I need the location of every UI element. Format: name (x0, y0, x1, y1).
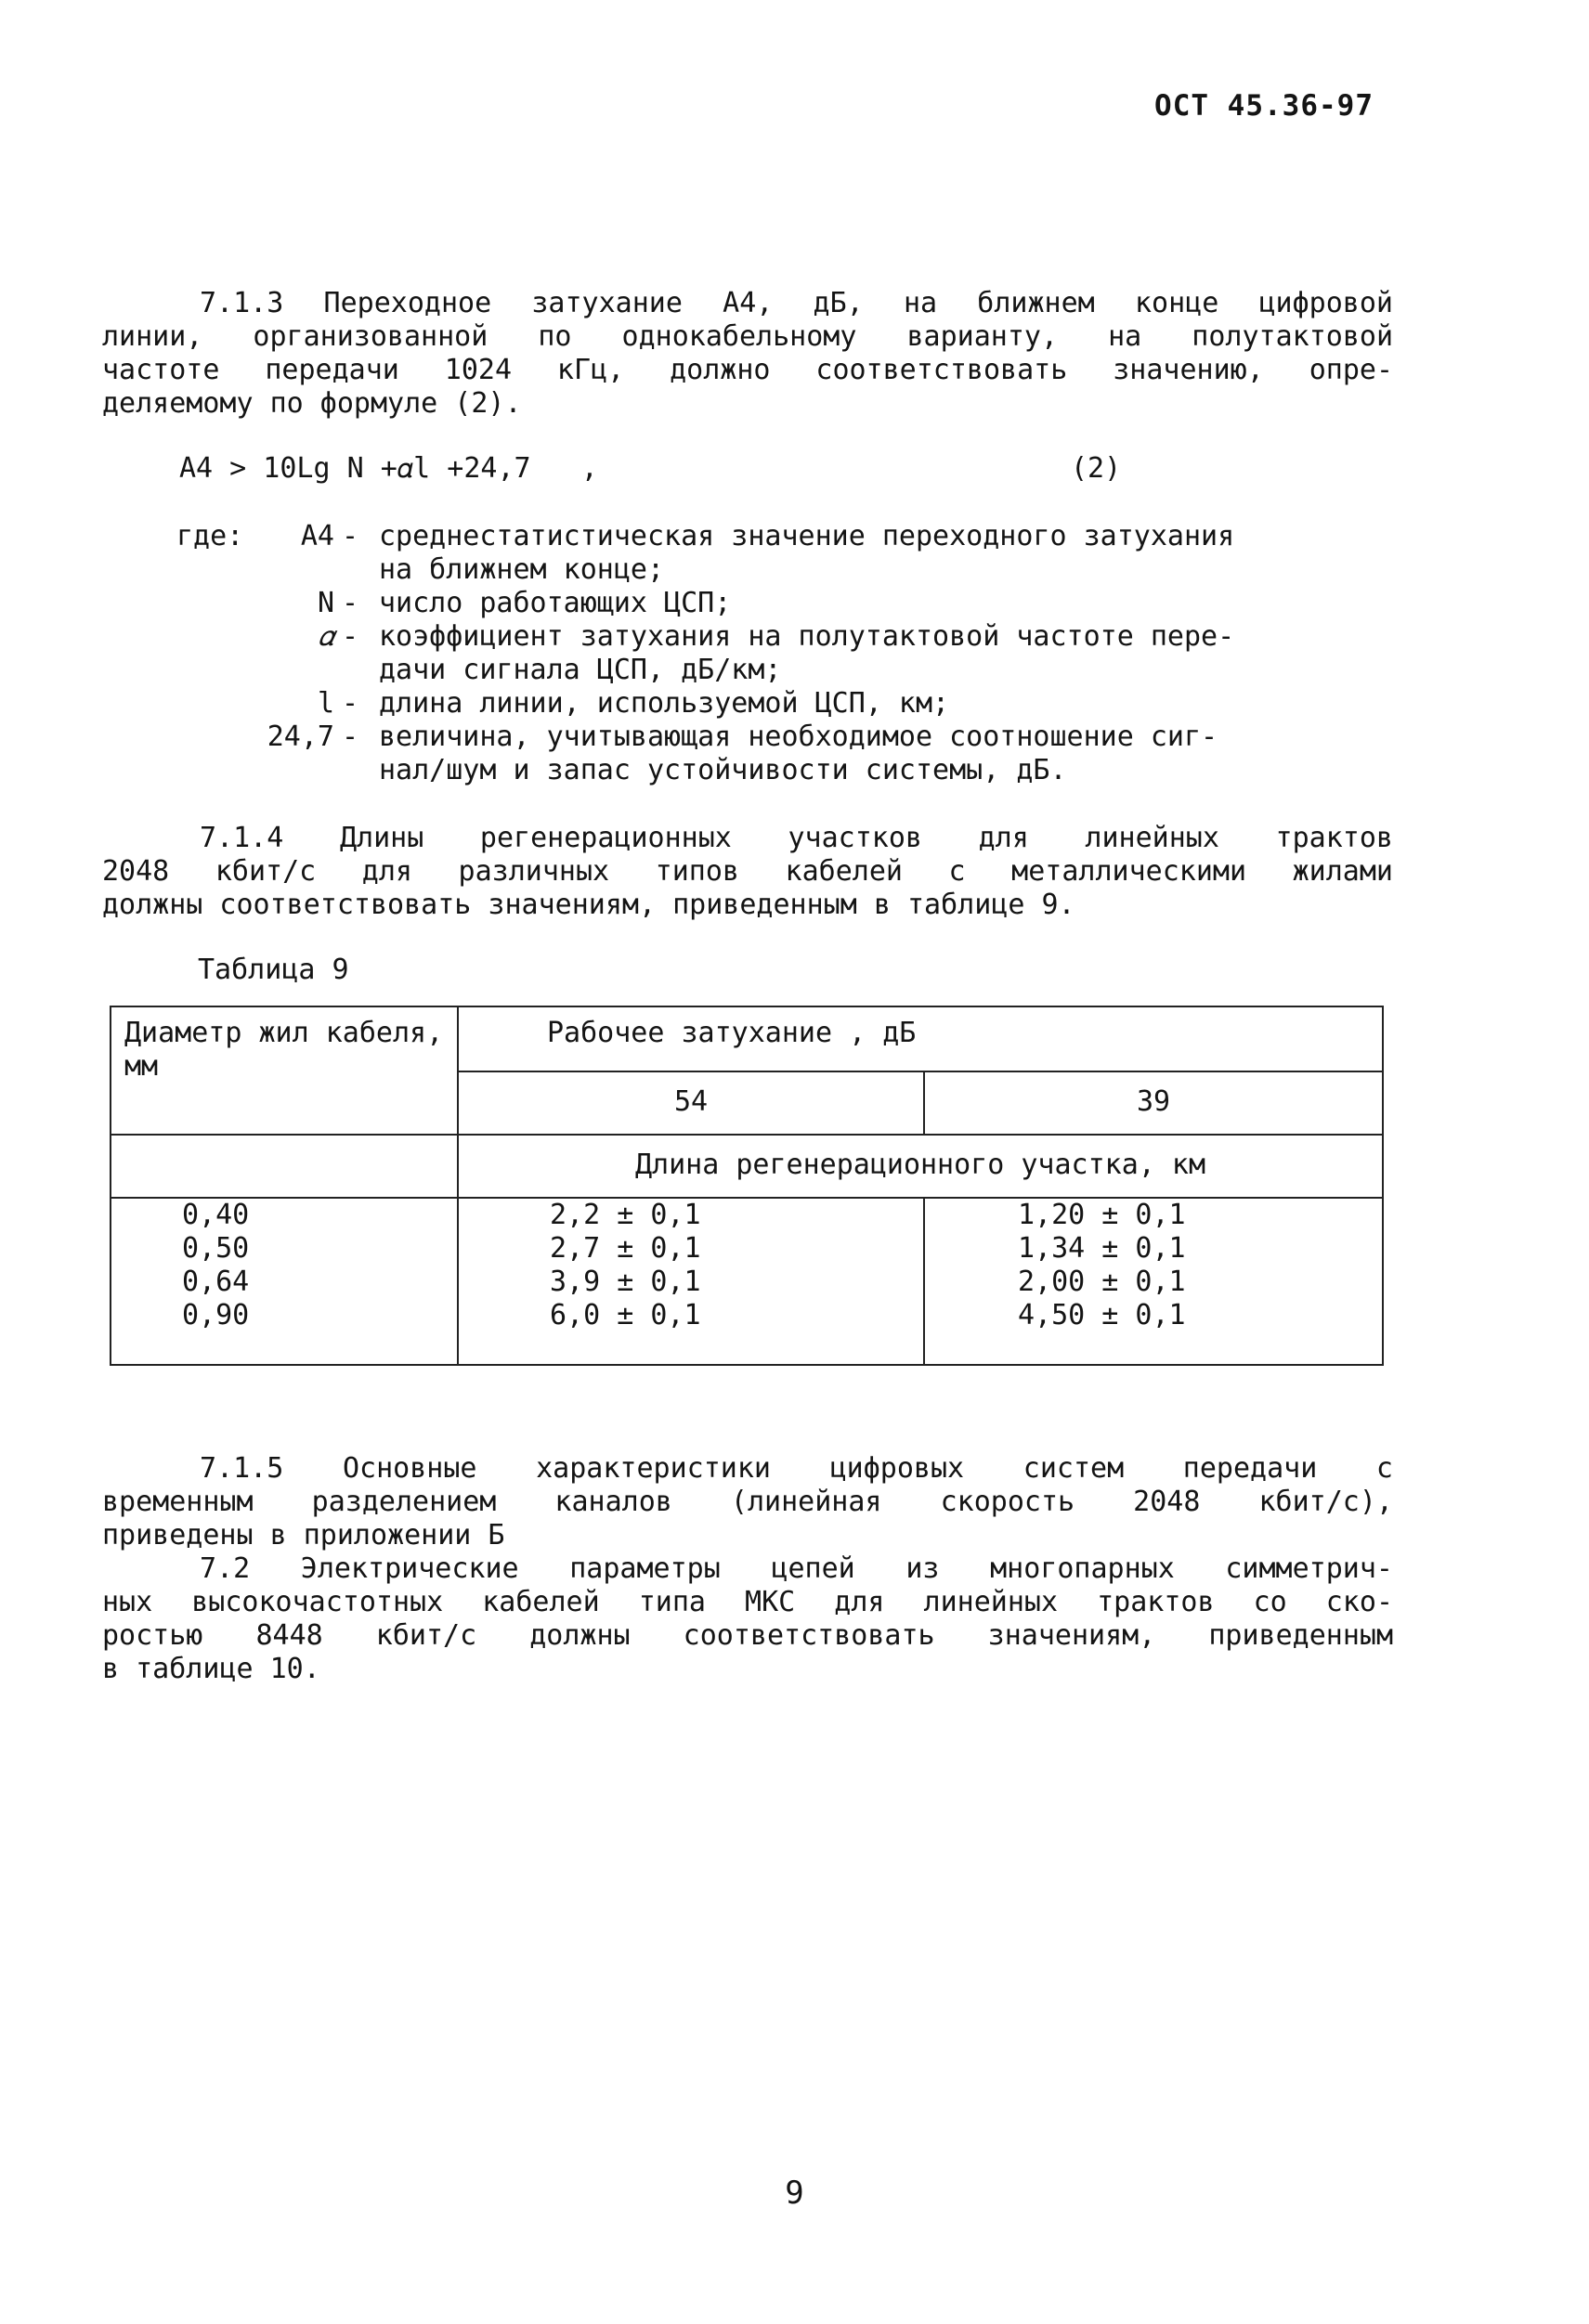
definitions-list (176, 520, 1393, 787)
column-header-attenuation: Рабочее затухание , дБ (458, 1006, 1383, 1071)
table-cell: 0,90 (182, 1299, 250, 1331)
page-number: 9 (785, 2175, 804, 2212)
paragraph-line: частоте передачи 1024 кГц, должно соответствовать значению, опре- (102, 354, 1393, 386)
definition-symbol: N (317, 587, 334, 619)
paragraph-line: деляемому по формуле (2). (102, 387, 522, 420)
document-code: ОСТ 45.36-97 (1154, 89, 1374, 123)
paragraph-line: 7.1.3 Переходное затухание А4, дБ, на ближнем конце цифровой (200, 287, 1393, 319)
table-cell: 2,2 ± 0,1 (550, 1199, 701, 1231)
definition-dash: - (342, 520, 359, 552)
definition-text: число работающих ЦСП; (379, 587, 732, 619)
table-cell: 3,9 ± 0,1 (550, 1266, 701, 1298)
paragraph-line: 7.1.4 Длины регенерационных участков для линейных трактов (200, 822, 1393, 854)
table-cell: 1,20 ± 0,1 (1018, 1199, 1186, 1231)
formula-2 (179, 452, 1201, 486)
definition-symbol: 24,7 (267, 721, 334, 753)
diameter-values (111, 1198, 458, 1365)
definition-text-cont: на ближнем конце; (379, 553, 665, 586)
paragraph-line: приведены в приложении Б (102, 1519, 505, 1551)
paragraph-line: в таблице 10. (102, 1653, 320, 1685)
section-7-1-3 (102, 287, 1393, 421)
table-cell: 2,00 ± 0,1 (1018, 1266, 1186, 1298)
definition-text-cont: нал/шум и запас устойчивости системы, дБ. (379, 754, 1067, 786)
table-caption: Таблица 9 (198, 954, 349, 986)
table-cell: 0,40 (182, 1199, 250, 1231)
table-cell: 1,34 ± 0,1 (1018, 1232, 1186, 1265)
paragraph-line: 2048 кбит/с для различных типов кабелей с металлическими жилами (102, 855, 1393, 888)
section-7-1-4 (102, 822, 1393, 922)
length-values-39 (924, 1198, 1383, 1365)
definition-text: длина линии, используемой ЦСП, км; (379, 687, 950, 720)
formula-expression: А4 > 10Lg N +𝛼l +24,7 , (179, 452, 598, 485)
paragraph-line: ных высокочастотных кабелей типа МКС для линейных трактов со ско- (102, 1586, 1393, 1618)
definition-dash: - (342, 620, 359, 653)
table-cell: 4,50 ± 0,1 (1018, 1299, 1186, 1331)
formula-number: (2) (1071, 452, 1122, 485)
definition-dash: - (342, 721, 359, 753)
definition-text: коэффициент затухания на полутактовой частоте пере- (379, 620, 1235, 653)
empty-cell (111, 1135, 458, 1198)
definition-symbol: А4 (300, 520, 334, 552)
paragraph-line: временным разделением каналов (линейная скорость 2048 кбит/с), (102, 1486, 1393, 1518)
definition-text-cont: дачи сигнала ЦСП, дБ/км; (379, 654, 782, 686)
length-values-54 (458, 1198, 924, 1365)
sub-header-39: 39 (924, 1071, 1383, 1135)
table-cell: 6,0 ± 0,1 (550, 1299, 701, 1331)
table-9 (110, 1006, 1384, 1366)
definition-item (176, 587, 1393, 620)
column-header-length: Длина регенерационного участка, км (458, 1135, 1383, 1198)
paragraph-line: должны соответствовать значениям, приведенным в таблице 9. (102, 889, 1075, 921)
section-7-2 (102, 1552, 1393, 1686)
paragraph-line: 7.2 Электрические параметры цепей из многопарных симметрич- (200, 1552, 1393, 1585)
definition-item (176, 687, 1393, 721)
column-header-diameter: Диаметр жил кабеля, мм (111, 1006, 458, 1135)
definition-symbol: l (317, 687, 334, 720)
paragraph-line: 7.1.5 Основные характеристики цифровых систем передачи с (200, 1452, 1393, 1485)
paragraph-line: линии, организованной по однокабельному варианту, на полутактовой (102, 320, 1393, 353)
sub-header-54: 54 (458, 1071, 924, 1135)
definition-dash: - (342, 587, 359, 619)
table-cell: 0,64 (182, 1266, 250, 1298)
where-label: где: (176, 520, 244, 552)
definition-dash: - (342, 687, 359, 720)
definition-text: величина, учитывающая необходимое соотношение сиг- (379, 721, 1218, 753)
paragraph-line: ростью 8448 кбит/с должны соответствовать значениям, приведенным (102, 1619, 1393, 1652)
definition-item (176, 520, 1393, 587)
definition-text: среднестатистическая значение переходного затухания (379, 520, 1235, 552)
definition-item (176, 620, 1393, 687)
table-cell: 0,50 (182, 1232, 250, 1265)
table-cell: 2,7 ± 0,1 (550, 1232, 701, 1265)
definition-symbol: 𝛼 (318, 620, 334, 653)
section-7-1-5 (102, 1452, 1393, 1552)
definition-item (176, 721, 1393, 787)
